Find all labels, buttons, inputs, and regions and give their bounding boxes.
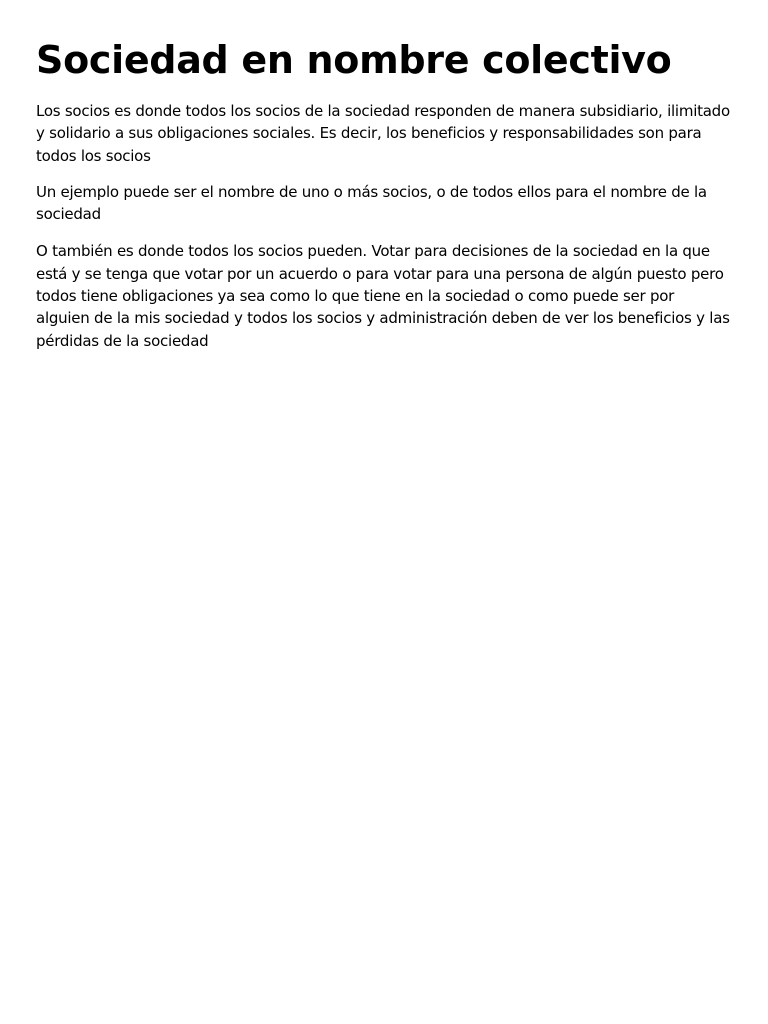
paragraph-1: Los socios es donde todos los socios de la sociedad responden de manera subsidiario, ilimitado y solidario a sus obligaciones sociales. Es decir, los beneficios y responsabilidades son para todos los socios [36, 102, 730, 165]
page-title: Sociedad en nombre colectivo [36, 38, 672, 82]
document-page [36, 36, 732, 352]
paragraph-2: Un ejemplo puede ser el nombre de uno o más socios, o de todos ellos para el nombre de la sociedad [36, 182, 707, 224]
paragraph-3: O también es donde todos los socios pueden. Votar para decisiones de la sociedad en la que está y se tenga que votar por un acuerdo o para votar para una persona de algún puesto pero todos tiene obligaciones ya sea como lo que tiene en la sociedad o como puede ser por alguien de la mis sociedad y todos los socios y administración deben de ver los beneficios y las pérdidas de la sociedad [36, 242, 730, 350]
